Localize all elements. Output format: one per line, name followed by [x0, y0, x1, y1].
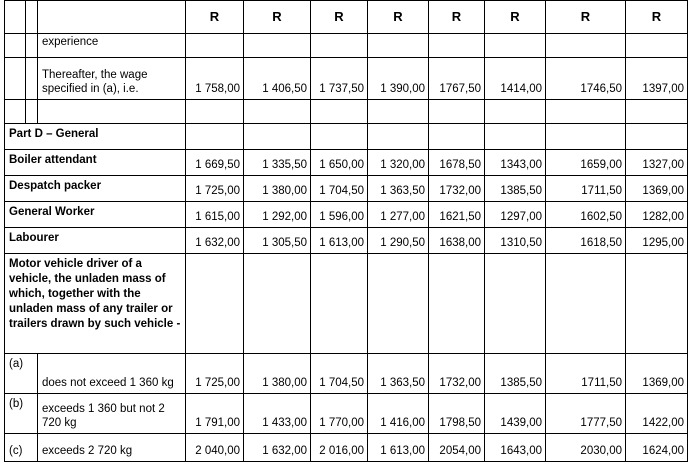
value-cell: 1 380,00: [244, 354, 311, 394]
table-row: [5, 228, 688, 254]
row-label: exceeds 2 720 kg: [38, 434, 186, 462]
value-cell: 1 363,50: [368, 176, 429, 202]
value-cell: 1 737,50: [311, 58, 368, 100]
value-cell: 1 791,00: [186, 394, 244, 434]
value-cell: 1767,50: [429, 58, 485, 100]
spacer-row: [5, 100, 688, 124]
table-row: [5, 202, 688, 228]
value-cell: 1 406,50: [244, 58, 311, 100]
currency-header-cell: R: [626, 1, 688, 34]
table-row: [5, 354, 688, 394]
row-label: Labourer: [5, 228, 186, 254]
value-cell: 2 016,00: [311, 434, 368, 462]
value-cell: 1 277,00: [368, 202, 429, 228]
value-cell: 1 390,00: [368, 58, 429, 100]
value-cell: 1 613,00: [311, 228, 368, 254]
currency-header-cell: R: [546, 1, 626, 34]
row-label: Boiler attendant: [5, 150, 186, 176]
row-label: General Worker: [5, 202, 186, 228]
value-cell: 1 363,50: [368, 354, 429, 394]
value-cell: 1711,50: [546, 354, 626, 394]
section-title-row: [5, 124, 688, 150]
value-cell: 1 292,00: [244, 202, 311, 228]
value-cell: 1397,00: [626, 58, 688, 100]
value-cell: 1414,00: [485, 58, 546, 100]
value-cell: 1711,50: [546, 176, 626, 202]
wage-table: [4, 0, 688, 462]
value-cell: 1643,00: [485, 434, 546, 462]
value-cell: 1 380,00: [244, 176, 311, 202]
value-cell: 1327,00: [626, 150, 688, 176]
currency-header-row: [5, 1, 688, 34]
value-cell: 1732,00: [429, 176, 485, 202]
value-cell: 1 335,50: [244, 150, 311, 176]
value-cell: 1624,00: [626, 434, 688, 462]
value-cell: 1 632,00: [186, 228, 244, 254]
value-cell: 1369,00: [626, 176, 688, 202]
value-cell: 1 433,00: [244, 394, 311, 434]
motor-heading: Motor vehicle driver of a vehicle, the unladen mass of which, together with the unladen mass of any trailer or trailers drawn by such vehicle -: [5, 254, 186, 354]
value-cell: 1621,50: [429, 202, 485, 228]
value-cell: 1602,50: [546, 202, 626, 228]
row-key: (b): [5, 394, 38, 434]
value-cell: 1 416,00: [368, 394, 429, 434]
row-label: exceeds 1 360 but not 2 720 kg: [38, 394, 186, 434]
value-cell: 1777,50: [546, 394, 626, 434]
value-cell: 1 320,00: [368, 150, 429, 176]
currency-header-cell: R: [368, 1, 429, 34]
value-cell: 1 650,00: [311, 150, 368, 176]
value-cell: 1 704,50: [311, 354, 368, 394]
value-cell: 2054,00: [429, 434, 485, 462]
value-cell: 1659,00: [546, 150, 626, 176]
value-cell: 1678,50: [429, 150, 485, 176]
table-row: [5, 176, 688, 202]
currency-header-cell: R: [311, 1, 368, 34]
value-cell: 1 613,00: [368, 434, 429, 462]
value-cell: 1369,00: [626, 354, 688, 394]
currency-header-cell: R: [429, 1, 485, 34]
value-cell: 1 725,00: [186, 354, 244, 394]
value-cell: 1 725,00: [186, 176, 244, 202]
value-cell: 1 770,00: [311, 394, 368, 434]
row-label: does not exceed 1 360 kg: [38, 354, 186, 394]
value-cell: 1746,50: [546, 58, 626, 100]
value-cell: 1385,50: [485, 176, 546, 202]
value-cell: 1 290,50: [368, 228, 429, 254]
table-row: [5, 150, 688, 176]
row-key: (a): [5, 354, 38, 394]
value-cell: 1439,00: [485, 394, 546, 434]
value-cell: 1310,50: [485, 228, 546, 254]
value-cell: 1 704,50: [311, 176, 368, 202]
value-cell: 2 040,00: [186, 434, 244, 462]
table-row: [5, 58, 688, 100]
value-cell: 1 669,50: [186, 150, 244, 176]
value-cell: 1638,00: [429, 228, 485, 254]
currency-header-cell: R: [244, 1, 311, 34]
value-cell: 1282,00: [626, 202, 688, 228]
value-cell: 1297,00: [485, 202, 546, 228]
motor-heading-row: [5, 254, 688, 354]
table-row: [5, 394, 688, 434]
currency-header-cell: R: [186, 1, 244, 34]
value-cell: 1 632,00: [244, 434, 311, 462]
value-cell: 1 758,00: [186, 58, 244, 100]
value-cell: 1422,00: [626, 394, 688, 434]
currency-header-cell: R: [485, 1, 546, 34]
table-row: [5, 434, 688, 462]
value-cell: 1295,00: [626, 228, 688, 254]
row-key: (c): [5, 434, 38, 462]
value-cell: 1385,50: [485, 354, 546, 394]
value-cell: 1 615,00: [186, 202, 244, 228]
row-label: Despatch packer: [5, 176, 186, 202]
value-cell: 1 596,00: [311, 202, 368, 228]
value-cell: 1343,00: [485, 150, 546, 176]
value-cell: 1798,50: [429, 394, 485, 434]
row-label: Thereafter, the wage specified in (a), i.e.: [38, 58, 186, 100]
value-cell: 1618,50: [546, 228, 626, 254]
section-title: Part D – General: [5, 124, 186, 150]
row-label: experience: [38, 34, 186, 58]
value-cell: 2030,00: [546, 434, 626, 462]
value-cell: 1732,00: [429, 354, 485, 394]
table-row: [5, 34, 688, 58]
value-cell: 1 305,50: [244, 228, 311, 254]
